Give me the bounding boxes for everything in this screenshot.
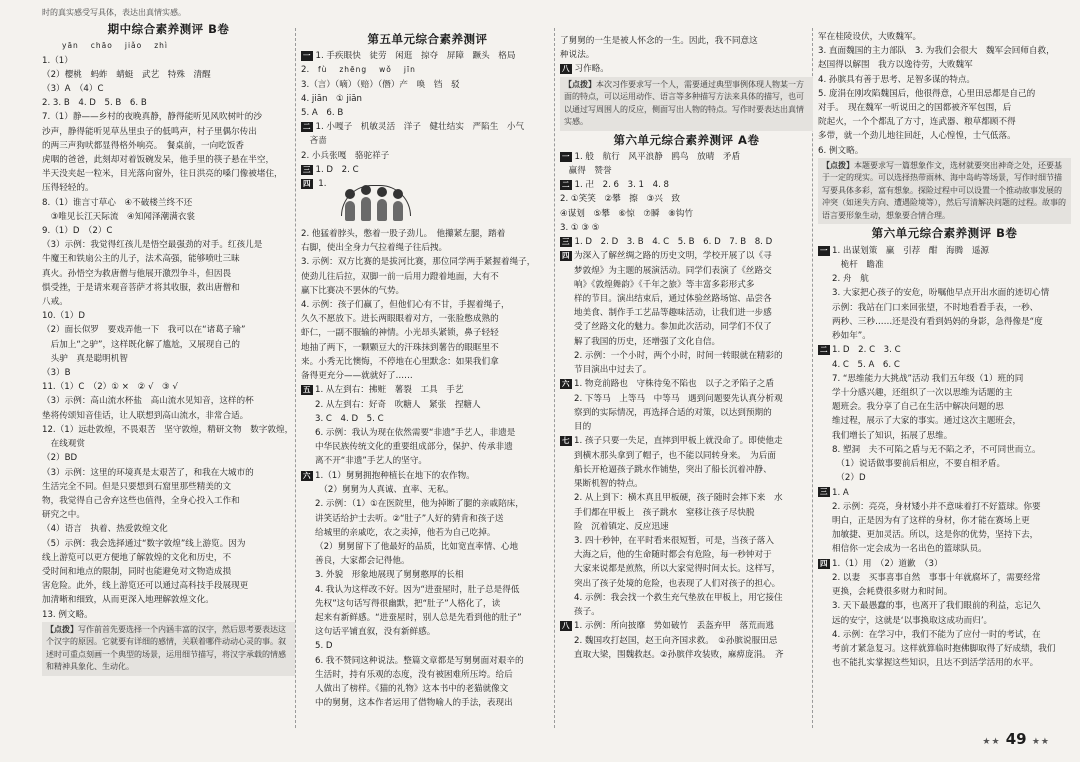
answer-line: 4. 示例：我会找一个救生充气垫放在甲板上，用它接住: [574, 592, 783, 603]
answer-line: 使劲儿往后拉，双脚一前一后用力蹬着地面，大有不: [301, 271, 499, 282]
answer-line: 节目演出中过去了。: [574, 365, 652, 376]
answer-line: 8. 塑洞 夫不可陷之盾与无不陷之矛，不可同世而立。: [832, 444, 1041, 455]
section-number: 四: [562, 251, 570, 261]
page-number-value: 49: [1005, 730, 1027, 748]
answer-line: 远的安宁，这就是‘以事换取这成功而归’。: [832, 615, 993, 626]
section-title: 期中综合素养测评 B卷: [107, 22, 230, 37]
answer-line: 到横木那头拿到了帽子，也不能以同转身来。 为后面: [574, 450, 776, 461]
answer-line: 1. D 2. C 3. C: [832, 345, 901, 356]
answer-line: 真火。孙悟空为救唐僧与他展开激烈争斗，但因畏: [42, 268, 232, 279]
answer-line: 了舅舅的一生是被人怀念的一生。因此，我不同意这: [560, 36, 758, 46]
answer-line: 3. ① ③ ⑤: [560, 222, 600, 233]
answer-lines: [818, 30, 1071, 158]
answer-line: 响》《敦煌舞韵》《千年之旅》等丰富多彩形式多: [574, 279, 755, 290]
answer-line: 险 沉着镇定、反应迅速: [574, 521, 669, 532]
answer-line: 这句话平铺直叙，没有新鲜感。: [315, 627, 436, 638]
answer-line: 离不开“非遗”手艺人的坚守。: [315, 456, 428, 467]
answer-line: 2. 以妻 买事喜事自然 事事十年就腐坏了，需要经常: [832, 573, 1041, 584]
answer-line: 的两三声狗吠都显得格外响亮。 餐桌前，一向吃饭香: [42, 140, 244, 151]
answer-line: ④谋划 ⑤攀 ⑥惊 ⑦瞬 ⑧钩竹: [560, 208, 694, 219]
answer-line: 13. 例文略。: [42, 609, 93, 620]
hint-box: [42, 622, 295, 676]
answer-line: （3）示例：这里的环境真是太艰苦了，和我在大城市的: [42, 467, 254, 478]
answer-line: 1.（1）舅舅拥抱种植长在地下的农作物。: [315, 470, 475, 481]
answer-line: 2. 魏国攻打赵国，赵王向齐国求救。 ①孙膑说服田忌: [574, 635, 778, 646]
answer-line: 2. 示例：一个小时，两个小时，时间一转眼就在精彩的: [574, 350, 783, 361]
child-figure: [361, 197, 371, 221]
child-figure: [393, 201, 403, 221]
pinyin-row: [62, 39, 295, 53]
answer-line: 秒如年”。: [832, 330, 871, 341]
answer-line: 2. 下等马 上等马 中等马 遇到问题要先认真分析观: [574, 393, 783, 404]
answer-line: 8.（1）谁言寸草心 ④不破楼兰终不还: [42, 197, 193, 208]
answer-lines: [42, 54, 295, 622]
answer-line: 赢下比赛决不罢休的气势。: [301, 285, 405, 296]
pinyin: fù: [317, 65, 328, 75]
pinyin: zhì: [154, 41, 168, 51]
answer-line: 牛魔王和铁扇公主的儿子，法术高强，能够喷吐三昧: [42, 254, 240, 265]
answer-line: 3. 示例：双方比赛的是拔河比赛，那位同学两手紧握着绳子，: [301, 257, 536, 268]
answer-line: 物，我觉得自己舍弃这些也值得，全身心投入工作和: [42, 495, 240, 506]
answer-line: 2. 从上到下：横木真且甲板硬，孩子随时会摔下来 水: [574, 493, 783, 504]
answer-lines: [574, 377, 813, 434]
answer-line: 1. D 2. D 3. B 4. C 5. B 6. D 7. B 8. D: [574, 237, 773, 248]
answer-line: 5. D: [315, 641, 333, 652]
answer-line: 惧受挫，于是请来观音菩萨才将其收服，救出唐僧和: [42, 282, 240, 293]
answer-lines: [574, 619, 813, 662]
answer-line: （3）A （4）C: [42, 84, 104, 95]
answer-line: 右脚，使出全身力气拉着绳子往后拽。: [301, 243, 448, 254]
answer-line: 6. 例文略。: [818, 145, 864, 156]
answer-line: 相信你一定会成为一名出色的篮球队员。: [832, 544, 987, 555]
answer-line: 中的舅舅，这本作者运用了借物喻人的手法，表现出: [315, 698, 513, 709]
answer-line: 2. ①笑笑 ②攀 擦 ③兴 致: [560, 194, 680, 205]
answer-line: 1. 般 航行 风平浪静 鸥鸟 放晴 矛盾: [574, 151, 741, 162]
answer-line: 2. 示例：（1）①在医院里，他为掉断了腿的亲戚陪床，: [315, 499, 524, 510]
section-number: 二: [303, 122, 311, 132]
answer-line: 1. 从左到右：拂赃 薯裂 工具 手艺: [315, 385, 464, 396]
answer-line: 久久不愿放下。进长两眼眼着对方，一张脸憋成熟的: [301, 314, 499, 325]
answer-line: 习作略。: [574, 64, 609, 75]
answer-line: 来。小秀无比懊悔，不停地在心里默念：如果我们拿: [301, 356, 499, 367]
section-number: 二: [820, 345, 828, 355]
pinyin: chāo: [90, 41, 113, 51]
answer-line: 1.（1）用 （2）道歉 （3）: [832, 558, 943, 569]
answer-line: 1. A: [832, 487, 849, 498]
hint-label: 【点拨】: [822, 160, 854, 170]
answer-line: 果断机智的特点。: [574, 479, 643, 490]
pinyin: yān: [62, 41, 79, 51]
star-icon: ★★: [1031, 737, 1050, 747]
answer-line: 赢得 赞誉: [560, 166, 612, 177]
answer-line: （3）B: [42, 368, 71, 379]
section-number: 一: [562, 151, 570, 161]
answer-line: 4. C 5. A 6. C: [832, 359, 900, 370]
answer-line: 1. 孩子只要一失足，直摔到甲板上就没命了。即使他走: [574, 436, 783, 447]
answer-line: 考前才紧急复习。这样就算临时抱佛脚取得了好成绩，我们: [832, 644, 1056, 655]
answer-line: 7.（1）静——乡村的夜晚真静，静得能听见风吹树叶的沙: [42, 112, 262, 123]
hint-box: [560, 77, 813, 131]
answer-lines: [301, 227, 554, 383]
answer-line: 6. 我不赞同这种说法。整篇文章都是写舅舅面对艰辛的: [315, 655, 524, 666]
answer-line: （3）示例：我觉得红孩儿是悟空最强劲的对手。红孩儿是: [42, 240, 263, 251]
section-title: 第五单元综合素养测评: [367, 32, 488, 46]
section-number: 四: [303, 179, 311, 189]
answer-line: 吝啬: [301, 136, 327, 147]
answer-line: 样的节目。演出结束后，通过体验丝路场馆、品尝各: [574, 294, 772, 305]
answer-line: （4）语言 执着、热爱敦煌文化: [42, 524, 168, 535]
answer-line: 手们都在甲板上 孩子跳水 窒移让孩子尽快脱: [574, 507, 755, 518]
answer-line: 解了我国的历史，还增强了文化自信。: [574, 336, 721, 347]
answer-line: 压得轻轻的。: [42, 183, 94, 194]
answer-lines: [315, 383, 554, 468]
answer-line: 研究之中。: [42, 510, 85, 521]
answer-line: 2. 从左到右：好奇 吹糖人 紧张 捏糖人: [315, 399, 481, 410]
page-number: [982, 730, 1050, 748]
section-number: 六: [303, 470, 311, 480]
column-divider: [554, 28, 555, 728]
answer-lines: [832, 486, 1071, 557]
answer-line: 八戒。: [42, 297, 68, 308]
hint-label: 【点拨】: [564, 79, 596, 89]
answer-line: 1.（1）: [42, 55, 73, 66]
illustration-row: [301, 177, 554, 227]
pinyin: jīn: [403, 65, 416, 75]
answer-line: 维过程，展示了大家的事实。通过这次主题班会，: [832, 416, 1022, 427]
answer-line: 3. 大家把心孩子的安危，吩嘱他早点开出水面的迹切心情: [832, 288, 1050, 299]
answer-lines: [574, 434, 813, 619]
answer-line: （2）舅舅留下了他最好的品质，比如宽直率情、心地: [315, 541, 519, 552]
column-2: [301, 30, 554, 732]
answer-line: 2. 示例：亮亮，身材矮小并不意味着打不好篮球。你要: [832, 501, 1041, 512]
answer-line: 7. “思维能力大挑战”活动 我们五年级（1）班的同: [832, 373, 1024, 384]
answer-line: 多带，就一个劲儿地往回赶，人心惶惶，士气低落。: [818, 131, 1016, 142]
answer-line: 明白，正是因为有了这样的身材，你才能在赛场上更: [832, 516, 1030, 526]
section-title: 第六单元综合素养测评 A卷: [613, 132, 760, 147]
answer-line: 虎咽的爸爸，此刻却对着饭碗发呆，他手里的筷子悬在半空，: [42, 155, 275, 166]
answer-line: 船长开枪逼孩子跳水作铺垫，突出了船长沉着冲静、: [574, 464, 772, 475]
answer-line: （2）舅舅为人真诚、直率、无私。: [315, 485, 454, 496]
child-figure: [377, 199, 387, 221]
answer-line: 4. 示例：在学习中，我们不能为了应付一时的考试，在: [832, 629, 1041, 640]
section-number: 三: [562, 237, 570, 247]
section-number: 七: [562, 436, 570, 446]
answer-line: 线上游览可以更方便地了解敦煌的文化和历史，不: [42, 552, 232, 563]
answer-line: 3. 直面魏国的主力部队 3. 为我们会很大 魏军会回师自救，: [818, 46, 1055, 57]
answer-line: 沙声，静得能听见草丛里虫子的低鸣声，村子里偶尔传出: [42, 126, 257, 137]
answer-line: 院起火，一个个都乱了方寸，连武器、粮草都顾不得: [818, 117, 1016, 128]
answer-line: 后加上“之驴”，这样既化解了尴尬，又展现自己的: [42, 339, 240, 350]
answer-line: 害危险。此外，线上游览还可以通过高科技手段展现更: [42, 581, 249, 592]
section-number: 八: [562, 621, 570, 631]
answer-line: 也不能扎实掌握这些知识，且达不到活学活用的水平。: [832, 658, 1039, 669]
answer-line: 赵国得以解围 我方以逸待劳，大败魏军: [818, 60, 973, 71]
pinyin: wǒ: [379, 65, 392, 75]
answer-line: 11.（1）C （2）① × ② √ ③ √: [42, 382, 178, 393]
answer-line: 虾仁，一副不服输的神情。小光昂头紧锁，鼻子轻轻: [301, 328, 499, 339]
answer-line: （2）面长似罗 要戏弄他一下 我可以在“诸葛子瑜”: [42, 325, 246, 336]
answer-line: 1. 手疾眼快 徒劳 闲逛 掠夺 屏障 蹶头 格局: [315, 51, 516, 62]
answer-line: 5. A 6. B: [301, 108, 344, 119]
section-number: 二: [562, 180, 570, 190]
answer-line: 大家来说都是煎熬，所以大家觉得时间太长。这样写，: [574, 564, 781, 575]
answer-line: 1. 卍 2. 6 3. 1 4. 8: [574, 180, 670, 191]
answer-line: 5. 庞涓在刚攻陷魏国后，他很得意，心里田忌都是自己的: [818, 88, 1036, 99]
answer-line: 示例：我站在门口来回张望，不时地看看手表，一秒、: [832, 302, 1039, 313]
answer-lines: [574, 249, 813, 377]
answer-line: 对手。 现在魏军一听说田之的国都被齐军包围，后: [818, 103, 1012, 114]
pinyin: zhēng: [339, 65, 368, 75]
star-icon: ★★: [982, 737, 1001, 747]
answer-line: 3. 天下最愚蠢的事，也离开了我们眼前的利益，忘记久: [832, 601, 1041, 612]
tug-of-war-illustration: [337, 177, 415, 225]
answer-line: （5）示例：我会选择通过“数字敦煌”线上游览。因为: [42, 538, 246, 549]
answer-line: 地抽了两下，一颗颗豆大的汗珠抹到薯告的眼眶里不: [301, 342, 499, 353]
answer-lines: [832, 343, 1071, 485]
answer-line: 桅杆 瞻准: [832, 259, 884, 270]
answer-lines: [832, 244, 1071, 343]
answer-line: 题班会。我分享了自己在生活中解决问题的思: [832, 402, 1004, 413]
section-number: 五: [303, 385, 311, 395]
answer-line: 1. 示例：所向披靡 势如破竹 丢盔弃甲 落荒而逃: [574, 621, 774, 632]
answer-line: ③唯见长江天际流 ④知闻泽潮满衣裳: [42, 211, 195, 222]
section-number: 八: [562, 64, 570, 74]
answer-line: 更换，会耗费很多财力和时间。: [832, 587, 953, 598]
answer-line: 善良，大家都会记得他。: [315, 556, 410, 567]
answer-line: 直取大梁，围魏救赵。②孙膑伴攻装败，麻痹庞涓。 齐: [574, 649, 784, 660]
answer-line: 生活时，持有乐观的态度，没有被困难所压垮。给后: [315, 669, 513, 680]
answer-line: 1. 小嘎子 机敏灵活 洋子 健壮结实 严陷生 小气: [315, 122, 525, 133]
pinyin: jiǎo: [124, 41, 143, 51]
answer-line: 起来有新鲜感。“进蚕屋时，别人总是先看到他的肚子”: [315, 612, 522, 623]
section-number: 四: [820, 558, 828, 568]
answer-line: （2）BD: [42, 453, 78, 464]
carry-over-text: 时的真实感受写具体，表达出真情实感。: [42, 8, 186, 17]
answer-line: 1. 物竞前路也 守株待兔不陷也 以子之矛陷子之盾: [574, 379, 774, 390]
answer-line: （1）说话做事要前后相应，不要自相矛盾。: [832, 458, 1006, 469]
answer-line: 2. 3. B 4. D 5. B 6. B: [42, 98, 147, 109]
answer-line: 种说法。: [560, 50, 595, 61]
section-number: 三: [303, 164, 311, 174]
answer-line: （2）樱桃 蚂蚱 蜻蜓 武艺 特殊 清醒: [42, 69, 211, 80]
hint-text: 本题要求写一篇想象作文，选材就要突出神奇之处，还要基于一定的现实。可以选择热带雨林、海中岛屿等场景，写作时细节描写要具体多彩，富有想象。探险过程中可以设置一个推动故事发展的冲突（如迷失方向、遭遇险境等），然后写清解决问题的过程。故事的语言要形象生动，想象要合情合理。: [822, 160, 1066, 220]
answer-line: 梦敦煌》为主题的展演活动。同学们表演了《丝路交: [574, 265, 772, 276]
answer-line: 察到的实际情况，再选择合适的对策，以达到预期的: [574, 407, 772, 418]
answer-line: 讲笑话给护士去听。②“肚子”人好的猜肯和孩子送: [315, 513, 504, 524]
answer-line: 3. 外貌 形象地展现了舅舅憨厚的长相: [315, 570, 464, 581]
answer-line: 两秒、三秒……还是没有看到妈妈的身影，急得像是“度: [832, 316, 1043, 327]
answer-line: 受了丝路文化的魅力。参加此次活动，同学们不仅了: [574, 322, 772, 333]
column-4: [818, 30, 1071, 730]
answer-lines: [315, 469, 554, 710]
child-figure: [345, 201, 355, 221]
answer-line: 6. 示例：我认为现在依然需要“非遗”手艺人，非遗是: [315, 428, 516, 439]
answer-line: 学十分感兴趣，还组织了一次以思维为话题的主: [832, 387, 1013, 398]
answer-line: 加敏捷、更加灵活。所以，这是你的优势，坚持下去，: [832, 530, 1039, 541]
answer-line: 中华民族传统文化的重要组成部分，保护、传承非遗: [315, 442, 513, 453]
answer-line: 先权”这句话写得很幽默，把“肚子”人格化了，读: [315, 598, 501, 609]
answer-line: 目的: [574, 422, 592, 433]
answer-line: 地美食、制作手工艺品等趣味活动，让我们进一步感: [574, 308, 772, 319]
answer-line: （2）D: [832, 473, 866, 484]
section-title: 第六单元综合素养测评 B卷: [871, 226, 1018, 241]
answer-line: 4. 孙膑具有善于思考、足智多谋的特点。: [818, 74, 976, 85]
answer-line: 1.: [318, 179, 327, 190]
answer-line: 3. C 4. D 5. C: [315, 413, 384, 424]
answer-line: 2. 小兵张嘎 骆驼祥子: [301, 150, 390, 161]
answer-line: 为深入了解丝绸之路的历史文明，学校开展了以《寻: [574, 251, 772, 262]
answer-line: 1. D 2. C: [315, 164, 359, 175]
answer-line: 军在桂陵设伏，大败魏军。: [818, 32, 922, 42]
section-number: 一: [820, 245, 828, 255]
answer-line: 2. 他猛着脖头，憋着一股子劲儿。 他攥紧左腿，踏着: [301, 229, 506, 240]
section-number: 六: [562, 379, 570, 389]
hint-box: [818, 158, 1071, 225]
answer-line: 垫将传颂知音佳话，让人联想到高山流水，非常合适。: [42, 410, 249, 421]
hint-label: 【点拨】: [46, 624, 78, 634]
hint-text: 本次习作要求写一个人，需要通过典型事例体现人物某一方面的特点，可以运用动作、语言等多种描写方法来具体的描写，也可以通过写周围人的反应，侧面写出人物的特点。写作时要表达出真情实感。: [564, 79, 804, 127]
answer-line: 3. 四十秒钟，在平时看来很短暂，可是，当孩子落入: [574, 535, 774, 546]
answer-line: 大海之后，他的生命随时都会有危险，每一秒钟对于: [574, 550, 772, 561]
answer-line: 12.（1）远赴敦煌，不畏艰苦 坚守敦煌，精研文物 数字敦煌，: [42, 424, 294, 435]
answer-line: 半天没夹起一粒米，目光落向窗外，往日洪亮的嗓门像被堵住，: [42, 169, 283, 180]
answer-line: 10.（1）D: [42, 311, 85, 322]
column-3: [560, 34, 813, 728]
answer-line: 4. 我认为这样改不好。因为“进蚕屋时，肚子总是得低: [315, 584, 520, 595]
answer-line: 9.（1）D （2）C: [42, 226, 113, 237]
answer-line: 加清晰和细致，从而更深入地理解敦煌文化。: [42, 595, 214, 606]
answer-line: 头驴 真是聪明机智: [42, 353, 128, 364]
answer-line: 1. 出谋划策 赢 引荐 酣 海腾 遥源: [832, 245, 990, 256]
answer-lines: [832, 557, 1071, 671]
answer-line: 突出了孩子处境的危险，也表现了人们对孩子的担心。: [574, 578, 781, 589]
answer-line: 3.（言）（嘀）（赔）（僭）产 唤 铛 驳: [301, 79, 460, 90]
section-number: 一: [303, 51, 311, 61]
answer-line: 生活完全不同。但是只要想到石窟里那些精美的文: [42, 481, 232, 492]
pinyin-row: [318, 63, 416, 77]
answer-line: 4. jiān ① jiān: [301, 93, 362, 104]
answer-line: 2. 舟 航: [832, 274, 869, 285]
answer-line: 在线观赏: [42, 439, 85, 450]
column-1: [42, 6, 295, 720]
answer-line: 给城里的亲戚吃，农之卖掉，他若为自己吃掉。: [315, 527, 496, 538]
section-number: 三: [820, 487, 828, 497]
column-divider: [295, 28, 296, 728]
answer-line: 4. 示例：孩子们赢了，但他们心有不甘，手握着绳子，: [301, 300, 510, 311]
answer-line: 2.: [301, 65, 310, 76]
answer-line: 人做出了榜样。《猫的礼物》这本书中的老猫就像文: [315, 683, 509, 694]
answer-line: （3）示例：高山流水杯盐 高山流水见知音，这样的杯: [42, 396, 254, 407]
answer-line: 孩子。: [574, 606, 600, 617]
answer-line: 备得更充分——就就好了……: [301, 371, 413, 382]
answer-line: 我们增长了知识，拓展了思维。: [832, 430, 953, 441]
hint-text: 写作前首先要选择一个内涵丰富的汉字，然后思考要表达这个汉字的原因。它就要有详细的感情，关联着哪件动动心灵的事。叙述时可重点刻画一个典型的场景，运用细节描写，将汉字承载的情感和精神具象化、生动化。: [46, 624, 286, 672]
answer-line: 受时间和地点的限制，同时也能避免对文物造成损: [42, 566, 232, 577]
